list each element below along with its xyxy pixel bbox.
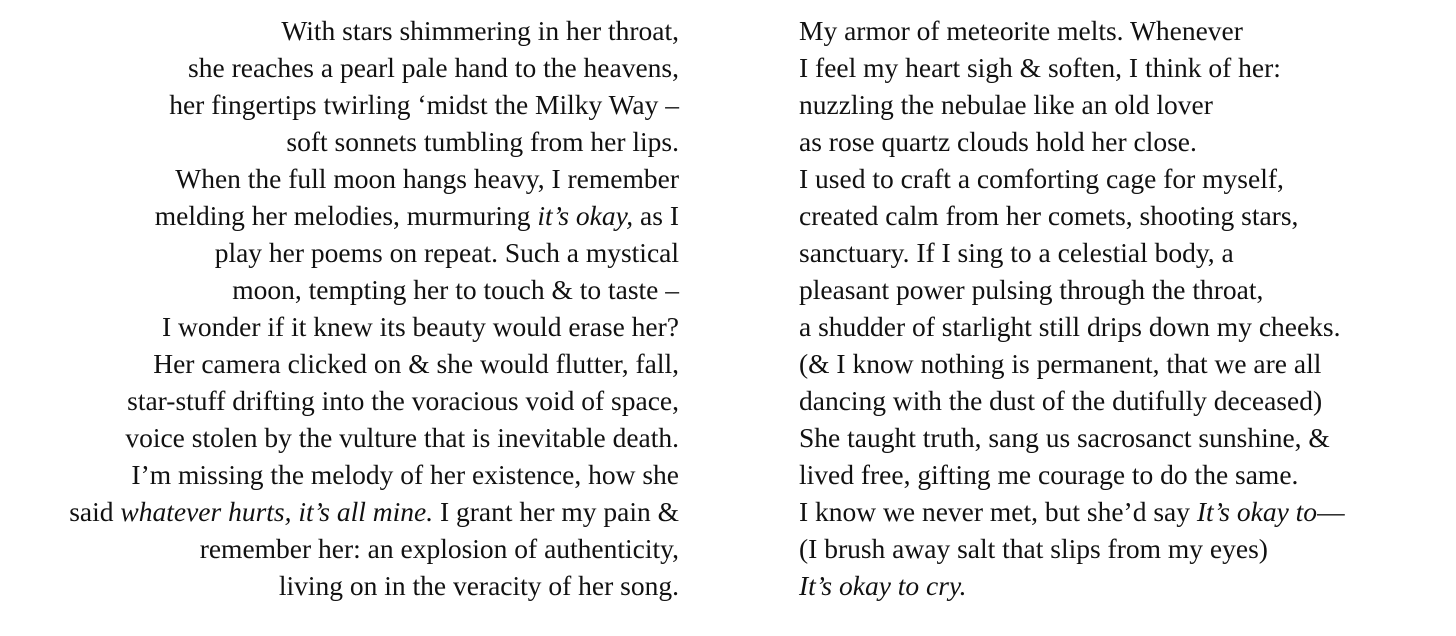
line-text: melding her melodies, murmuring xyxy=(154,200,538,231)
poem-line xyxy=(799,567,1345,604)
poem-line: (& I know nothing is permanent, that we are all xyxy=(799,348,1322,379)
poem-line: star-stuff drifting into the voracious void of space, xyxy=(127,385,679,416)
poem-line xyxy=(799,493,1345,530)
poem-line: I wonder if it knew its beauty would erase her? xyxy=(162,311,679,342)
poem-line: soft sonnets tumbling from her lips. xyxy=(286,126,679,157)
poem-line: her fingertips twirling ‘midst the Milky Way – xyxy=(169,89,679,120)
poem-line: created calm from her comets, shooting stars, xyxy=(799,200,1299,231)
poem-line: moon, tempting her to touch & to taste – xyxy=(232,274,679,305)
poem-line: My armor of meteorite melts. Whenever xyxy=(799,15,1243,46)
poem-line: living on in the veracity of her song. xyxy=(278,570,679,601)
poem-line: as rose quartz clouds hold her close. xyxy=(799,126,1197,157)
line-text: I grant her my pain & xyxy=(433,496,679,527)
poem-line xyxy=(69,197,679,234)
poem-line: sanctuary. If I sing to a celestial body, a xyxy=(799,237,1234,268)
poem-line: I used to craft a comforting cage for myself, xyxy=(799,163,1284,194)
italic-phrase: whatever hurts, it’s all mine. xyxy=(120,496,434,527)
italic-phrase: it’s okay, xyxy=(537,200,634,231)
line-text: — xyxy=(1317,496,1345,527)
poem-line: I feel my heart sigh & soften, I think of her: xyxy=(799,52,1281,83)
poem-line xyxy=(69,493,679,530)
poem-line: With stars shimmering in her throat, xyxy=(281,15,679,46)
poem-line: (I brush away salt that slips from my eyes) xyxy=(799,533,1268,564)
poem-left-column xyxy=(69,12,679,604)
poem-line: lived free, gifting me courage to do the same. xyxy=(799,459,1299,490)
poem-line: Her camera clicked on & she would flutter, fall, xyxy=(153,348,679,379)
poem-line: She taught truth, sang us sacrosanct sunshine, & xyxy=(799,422,1330,453)
italic-phrase: It’s okay to xyxy=(1196,496,1318,527)
poem-right-column xyxy=(799,12,1345,604)
line-text: said xyxy=(69,496,121,527)
line-text: I know we never met, but she’d say xyxy=(799,496,1197,527)
poem-line: pleasant power pulsing through the throat, xyxy=(799,274,1264,305)
poem-line: she reaches a pearl pale hand to the heavens, xyxy=(188,52,679,83)
poem-line: play her poems on repeat. Such a mystical xyxy=(214,237,679,268)
line-text: as I xyxy=(633,200,679,231)
italic-phrase: It’s okay to cry. xyxy=(799,570,967,601)
poem-line: a shudder of starlight still drips down my cheeks. xyxy=(799,311,1341,342)
poem-line: dancing with the dust of the dutifully deceased) xyxy=(799,385,1323,416)
poem-line: nuzzling the nebulae like an old lover xyxy=(799,89,1213,120)
poem-line: remember her: an explosion of authenticity, xyxy=(199,533,679,564)
poem-line: voice stolen by the vulture that is inevitable death. xyxy=(125,422,679,453)
poem-line: I’m missing the melody of her existence, how she xyxy=(131,459,679,490)
poem-line: When the full moon hangs heavy, I remember xyxy=(175,163,679,194)
